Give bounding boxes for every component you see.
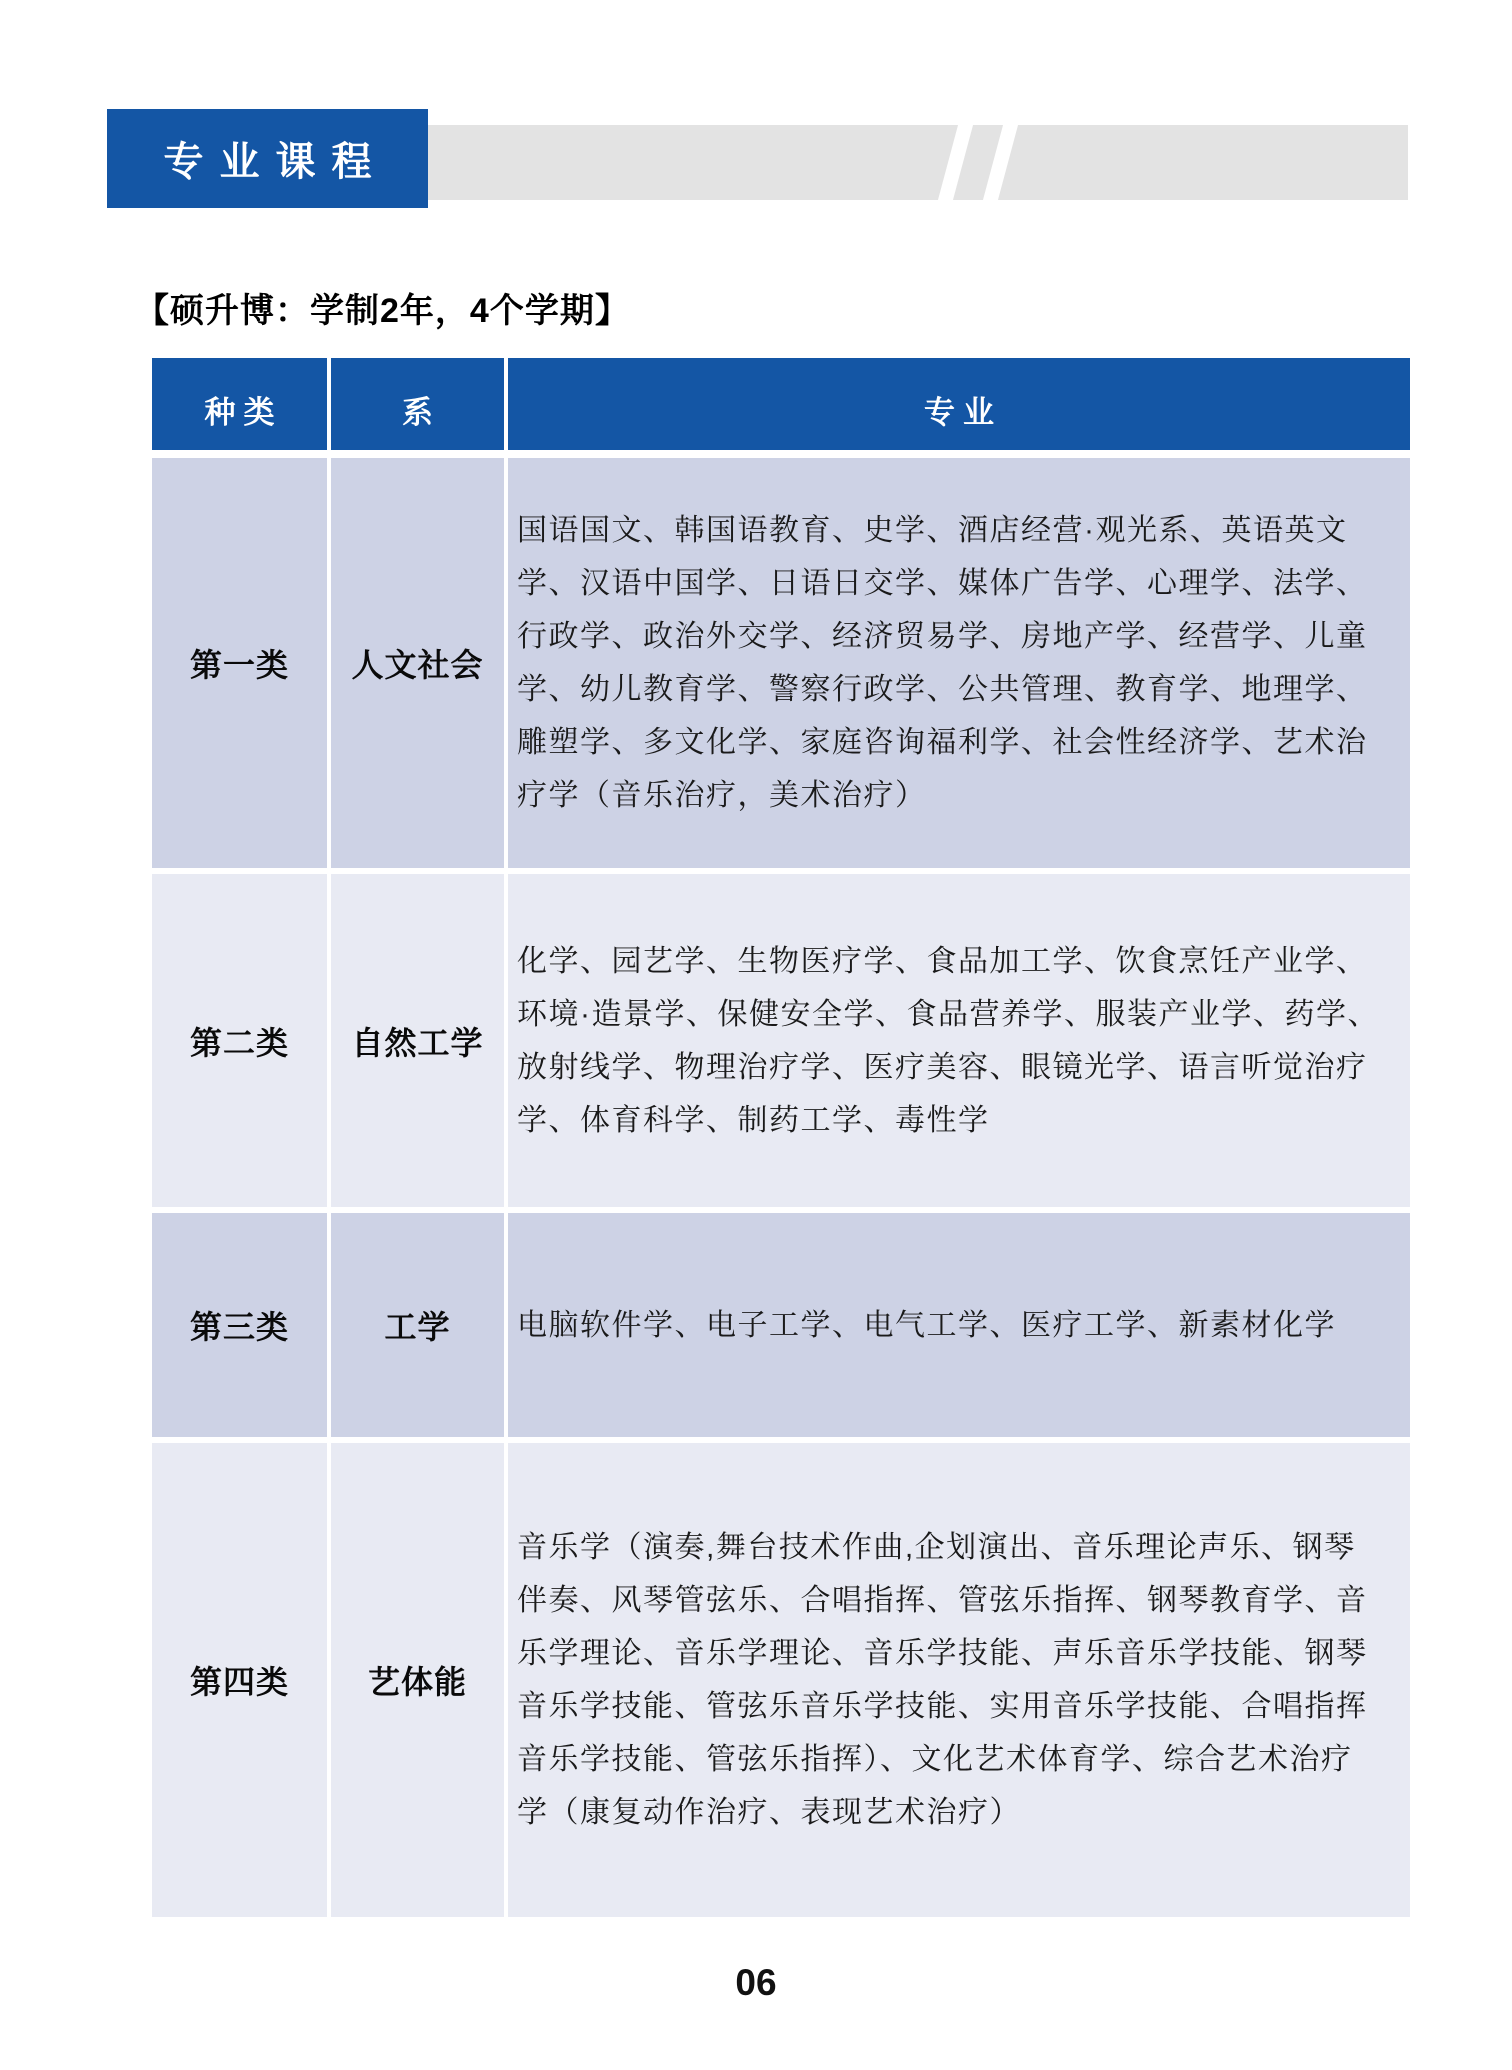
table-row: [152, 1443, 1408, 1917]
section-badge-label: 专业课程: [163, 140, 388, 184]
category-cell: 第三类: [152, 1213, 327, 1437]
section-badge: [107, 109, 428, 208]
majors-text-line: 学、汉语中国学、日语日交学、媒体广告学、心理学、法学、: [517, 567, 1368, 600]
majors-text-line: 疗学（音乐治疗，美术治疗）: [517, 779, 927, 812]
column-header-category: 种类: [152, 358, 327, 450]
slash-accent-icon: [935, 125, 975, 200]
majors-text-line: 伴奏、风琴管弦乐、合唱指挥、管弦乐指挥、钢琴教育学、音: [517, 1584, 1368, 1617]
majors-text-line: 环境·造景学、保健安全学、食品营养学、服装产业学、药学、: [517, 997, 1379, 1031]
section-title: 【硕升博：学制2年，4个学期】: [135, 292, 630, 330]
majors-text-line: 音乐学技能、管弦乐指挥）、文化艺术体育学、综合艺术治疗: [517, 1743, 1353, 1776]
department-cell: 艺体能: [331, 1443, 504, 1917]
majors-text-line: 学（康复动作治疗、表现艺术治疗）: [517, 1796, 1021, 1829]
majors-text-line: 行政学、政治外交学、经济贸易学、房地产学、经营学、儿童: [517, 620, 1368, 653]
majors-text-line: 音乐学技能、管弦乐音乐学技能、实用音乐学技能、合唱指挥: [517, 1690, 1368, 1723]
category-cell: 第一类: [152, 458, 327, 868]
majors-text-line: 雕塑学、多文化学、家庭咨询福利学、社会性经济学、艺术治: [517, 726, 1368, 759]
majors-text-line: 电脑软件学、电子工学、电气工学、医疗工学、新素材化学: [517, 1308, 1336, 1342]
table-row: [152, 458, 1408, 868]
table-row: [152, 1213, 1408, 1437]
category-cell: 第二类: [152, 874, 327, 1207]
programs-table: [152, 358, 1408, 1923]
majors-cell: [508, 1213, 1410, 1437]
slash-accent-icon: [980, 125, 1020, 200]
majors-text-line: 音乐学（演奏,舞台技术作曲,企划演出、音乐理论声乐、钢琴: [517, 1531, 1356, 1564]
table-header-row: [152, 358, 1408, 450]
department-cell: 人文社会: [331, 458, 504, 868]
department-cell: 自然工学: [331, 874, 504, 1207]
majors-cell: [508, 874, 1410, 1207]
majors-cell: [508, 458, 1410, 868]
decorative-bar: [420, 125, 1408, 200]
table-row: [152, 874, 1408, 1207]
majors-text-line: 化学、园艺学、生物医疗学、食品加工学、饮食烹饪产业学、: [517, 944, 1368, 978]
majors-cell: [508, 1443, 1410, 1917]
majors-text-line: 学、体育科学、制药工学、毒性学: [517, 1103, 990, 1137]
column-header-major: 专业: [508, 358, 1410, 450]
majors-text-line: 学、幼儿教育学、警察行政学、公共管理、教育学、地理学、: [517, 673, 1368, 706]
page-number: 06: [735, 1962, 777, 2003]
majors-text-line: 国语国文、韩国语教育、史学、酒店经营·观光系、英语英文: [517, 514, 1348, 547]
category-cell: 第四类: [152, 1443, 327, 1917]
column-header-department: 系: [331, 358, 504, 450]
department-cell: 工学: [331, 1213, 504, 1437]
majors-text-line: 放射线学、物理治疗学、医疗美容、眼镜光学、语言听觉治疗: [517, 1050, 1368, 1084]
majors-text-line: 乐学理论、音乐学理论、音乐学技能、声乐音乐学技能、钢琴: [517, 1637, 1368, 1670]
